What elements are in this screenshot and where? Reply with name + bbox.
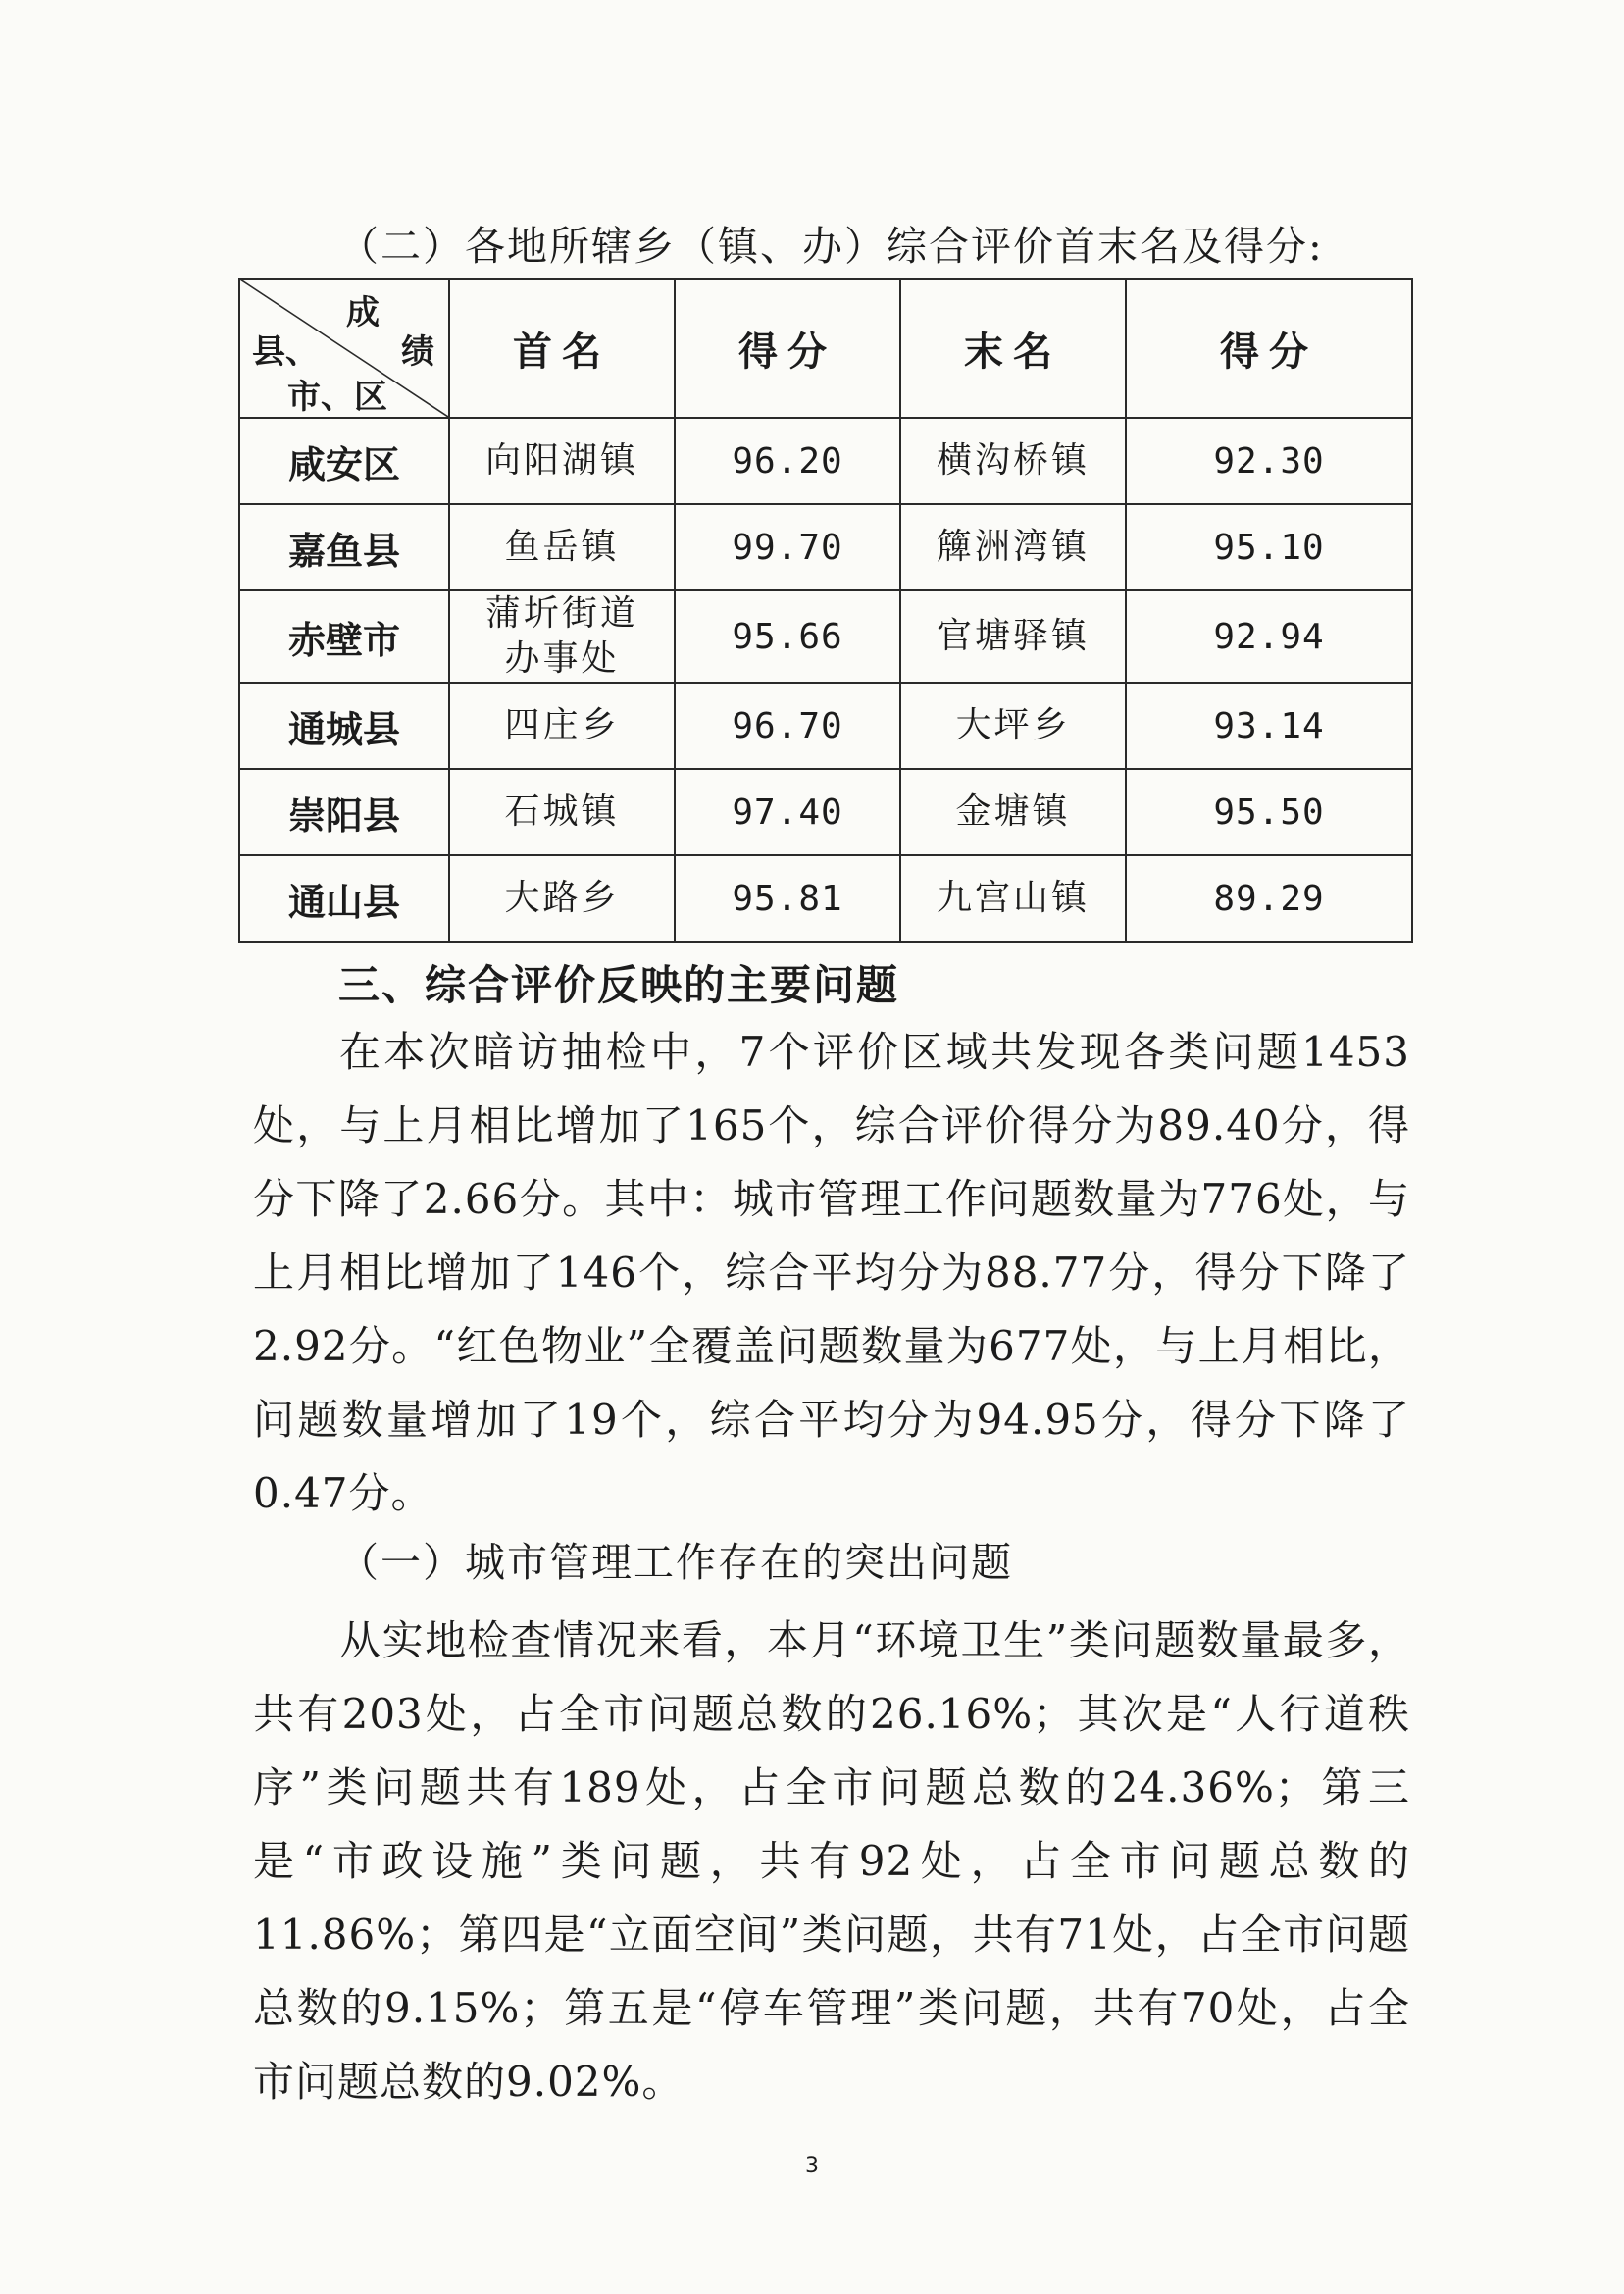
county-cell: 嘉鱼县 (239, 504, 449, 590)
scores-table (238, 278, 1413, 943)
summary-paragraph: 在本次暗访抽检中，7个评价区域共发现各类问题1453处，与上月相比增加了165个，综合评价得分为89.40分，得分下降了2.66分。其中：城市管理工作问题数量为776处，与上月相比增加了146个，综合平均分为88.77分，得分下降了2.92分。“红色物业”全覆盖问题数量为677处，与上月相比，问题数量增加了19个，综合平均分为94.95分，得分下降了0.47分。 (253, 1028, 1410, 1517)
county-cell: 咸安区 (239, 418, 449, 504)
header-first-name: 首名 (449, 279, 675, 418)
table-header-row (239, 279, 1412, 418)
last-town-cell: 官塘驿镇 (900, 590, 1126, 683)
last-score-cell: 95.50 (1126, 769, 1412, 855)
first-town-cell: 石城镇 (449, 769, 675, 855)
table-caption: （二）各地所辖乡（镇、办）综合评价首末名及得分: (338, 223, 1324, 270)
first-score-cell: 95.81 (675, 855, 900, 942)
last-town-cell: 簰洲湾镇 (900, 504, 1126, 590)
last-town-cell: 横沟桥镇 (900, 418, 1126, 504)
corner-label-left: 县、 (252, 332, 319, 372)
corner-label-top: 成 (346, 293, 380, 332)
table-row (239, 769, 1412, 855)
county-cell: 赤壁市 (239, 590, 449, 683)
header-first-score: 得分 (675, 279, 900, 418)
last-town-cell: 大坪乡 (900, 683, 1126, 769)
first-town-cell: 四庄乡 (449, 683, 675, 769)
corner-label-right: 绩 (401, 332, 434, 372)
corner-header-cell (239, 279, 449, 418)
table-row (239, 418, 1412, 504)
first-town-cell: 蒲圻街道办事处 (449, 590, 675, 683)
table-row (239, 855, 1412, 942)
last-score-cell: 95.10 (1126, 504, 1412, 590)
issues-paragraph: 从实地检查情况来看，本月“环境卫生”类问题数量最多，共有203处，占全市问题总数的26.16%；其次是“人行道秩序”类问题共有189处，占全市问题总数的24.36%；第三是“市政设施”类问题，共有92处，占全市问题总数的11.86%；第四是“立面空间”类问题，共有71处，占全市问题总数的9.15%；第五是“停车管理”类问题，共有70处，占全市问题总数的9.02%。 (253, 1616, 1410, 2106)
first-town-cell: 大路乡 (449, 855, 675, 942)
table-row (239, 590, 1412, 683)
first-town-cell: 向阳湖镇 (449, 418, 675, 504)
last-score-cell: 92.94 (1126, 590, 1412, 683)
last-score-cell: 92.30 (1126, 418, 1412, 504)
first-score-cell: 96.20 (675, 418, 900, 504)
last-town-cell: 金塘镇 (900, 769, 1126, 855)
header-last-name: 末名 (900, 279, 1126, 418)
page-number: 3 (805, 2154, 819, 2178)
last-score-cell: 93.14 (1126, 683, 1412, 769)
header-last-score: 得分 (1126, 279, 1412, 418)
table-row (239, 683, 1412, 769)
first-score-cell: 96.70 (675, 683, 900, 769)
first-score-cell: 99.70 (675, 504, 900, 590)
subsection-title: （一）城市管理工作存在的突出问题 (338, 1539, 1013, 1586)
corner-label-bottom: 市、区 (287, 378, 387, 417)
first-score-cell: 95.66 (675, 590, 900, 683)
last-score-cell: 89.29 (1126, 855, 1412, 942)
last-town-cell: 九宫山镇 (900, 855, 1126, 942)
first-town-cell: 鱼岳镇 (449, 504, 675, 590)
county-cell: 通山县 (239, 855, 449, 942)
county-cell: 崇阳县 (239, 769, 449, 855)
section-title: 三、综合评价反映的主要问题 (338, 961, 900, 1009)
first-score-cell: 97.40 (675, 769, 900, 855)
county-cell: 通城县 (239, 683, 449, 769)
table-row (239, 504, 1412, 590)
